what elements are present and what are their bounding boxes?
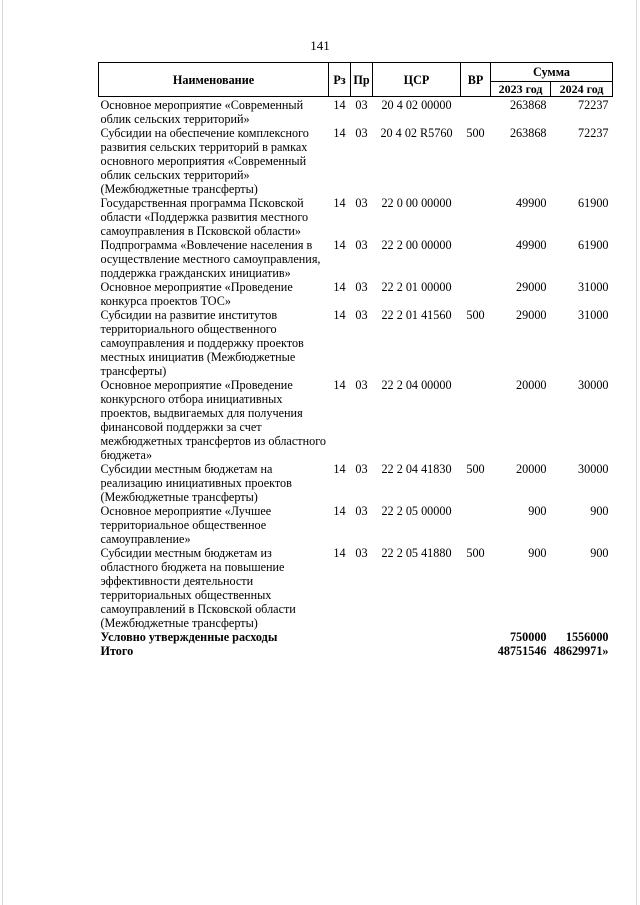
row-2023: 900 — [528, 504, 547, 518]
row-pr: 03 — [355, 280, 368, 294]
total-row-grand — [99, 644, 613, 658]
page-number: 141 — [310, 38, 330, 53]
row-2023: 49900 — [516, 238, 547, 252]
total-2023: 750000 — [509, 630, 547, 644]
row-csr: 22 0 00 00000 — [381, 196, 452, 210]
row-vr: 500 — [466, 462, 485, 476]
row-2023: 49900 — [516, 196, 547, 210]
row-rz: 14 — [333, 126, 346, 140]
row-2024: 72237 — [578, 98, 609, 112]
row-2023: 29000 — [516, 308, 547, 322]
header-sum: Сумма — [491, 63, 613, 82]
row-pr: 03 — [355, 504, 368, 518]
table-row — [99, 462, 613, 504]
table-row — [99, 196, 613, 238]
row-pr: 03 — [355, 378, 368, 392]
table-row — [99, 504, 613, 546]
total-label: Итого — [100, 644, 134, 658]
header-pr: Пр — [351, 63, 373, 97]
row-2024: 30000 — [578, 378, 609, 392]
row-2024: 30000 — [578, 462, 609, 476]
row-vr — [461, 378, 491, 462]
row-pr: 03 — [355, 546, 368, 560]
header-name: Наименование — [99, 63, 329, 97]
row-vr — [461, 97, 491, 127]
row-2023: 263868 — [509, 98, 547, 112]
scan-edge-right — [636, 0, 637, 905]
total-label: Условно утвержденные расходы — [100, 630, 278, 644]
row-2023: 263868 — [509, 126, 547, 140]
budget-table — [98, 62, 613, 658]
row-name: Основное мероприятие «Современный облик сельских территорий» — [100, 98, 304, 126]
row-rz: 14 — [333, 308, 346, 322]
row-pr: 03 — [355, 238, 368, 252]
header-2024: 2024 год — [551, 82, 613, 97]
table-header — [99, 63, 613, 97]
row-name: Государственная программа Псковской области «Поддержка развития местного самоуправления в Псковской области» — [100, 196, 309, 238]
row-2023: 29000 — [516, 280, 547, 294]
table-body — [99, 97, 613, 659]
row-name: Основное мероприятие «Проведение конкурсного отбора инициативных проектов, выдвигаемых для получения финансовой поддержки за счет межбюджетных трансфертов из областного бюджета» — [100, 378, 326, 462]
total-2024: 1556000 — [565, 630, 609, 644]
row-rz: 14 — [333, 462, 346, 476]
row-csr: 20 4 02 00000 — [381, 98, 452, 112]
row-2023: 900 — [528, 546, 547, 560]
row-2024: 900 — [590, 546, 609, 560]
row-2024: 31000 — [578, 308, 609, 322]
row-2024: 72237 — [578, 126, 609, 140]
total-2024: 48629971» — [553, 644, 609, 658]
table-row — [99, 126, 613, 196]
row-csr: 20 4 02 R5760 — [380, 126, 453, 140]
row-2024: 900 — [590, 504, 609, 518]
total-2023: 48751546 — [497, 644, 547, 658]
row-vr — [461, 280, 491, 308]
row-name: Субсидии местным бюджетам на реализацию инициативных проектов (Межбюджетные трансферты) — [100, 462, 292, 504]
row-pr: 03 — [355, 98, 368, 112]
row-rz: 14 — [333, 546, 346, 560]
table-row — [99, 378, 613, 462]
row-name: Основное мероприятие «Проведение конкурса проектов ТОС» — [100, 280, 293, 308]
row-rz: 14 — [333, 378, 346, 392]
row-csr: 22 2 00 00000 — [381, 238, 452, 252]
row-pr: 03 — [355, 196, 368, 210]
row-csr: 22 2 04 00000 — [381, 378, 452, 392]
row-vr — [461, 196, 491, 238]
row-csr: 22 2 01 00000 — [381, 280, 452, 294]
row-rz: 14 — [333, 504, 346, 518]
total-row-conditional — [99, 630, 613, 644]
row-csr: 22 2 01 41560 — [381, 308, 452, 322]
table-row — [99, 238, 613, 280]
table-row — [99, 280, 613, 308]
row-vr: 500 — [466, 308, 485, 322]
row-name: Субсидии местным бюджетам из областного бюджета на повышение эффективности деятельности территориальных общественных самоуправлений в Псковской области (Межбюджетные трансферты) — [100, 546, 296, 630]
row-name: Субсидии на развитие институтов территориального общественного самоуправления и поддержку проектов местных инициатив (Межбюджетные трансферты) — [100, 308, 304, 378]
row-rz: 14 — [333, 238, 346, 252]
scan-edge-left — [2, 0, 3, 905]
header-rz: Рз — [329, 63, 351, 97]
table-row — [99, 546, 613, 630]
row-csr: 22 2 04 41830 — [381, 462, 452, 476]
row-vr: 500 — [466, 546, 485, 560]
row-pr: 03 — [355, 308, 368, 322]
header-csr: ЦСР — [373, 63, 461, 97]
table-row — [99, 97, 613, 127]
row-vr: 500 — [466, 126, 485, 140]
row-csr: 22 2 05 41880 — [381, 546, 452, 560]
row-pr: 03 — [355, 126, 368, 140]
row-vr — [461, 504, 491, 546]
row-2024: 31000 — [578, 280, 609, 294]
row-vr — [461, 238, 491, 280]
header-vr: ВР — [461, 63, 491, 97]
row-rz: 14 — [333, 196, 346, 210]
row-2024: 61900 — [578, 238, 609, 252]
row-rz: 14 — [333, 280, 346, 294]
row-pr: 03 — [355, 462, 368, 476]
row-csr: 22 2 05 00000 — [381, 504, 452, 518]
row-2023: 20000 — [516, 378, 547, 392]
row-rz: 14 — [333, 98, 346, 112]
table-row — [99, 308, 613, 378]
row-2024: 61900 — [578, 196, 609, 210]
row-2023: 20000 — [516, 462, 547, 476]
header-2023: 2023 год — [491, 82, 551, 97]
row-name: Субсидии на обеспечение комплексного развития сельских территорий в рамках основного мероприятия «Современный облик сельских территорий» (Межбюджетные трансферты) — [100, 126, 309, 196]
row-name: Основное мероприятие «Лучшее территориальное общественное самоуправление» — [100, 504, 272, 546]
row-name: Подпрограмма «Вовлечение населения в осуществление местного самоуправления, поддержка гражданских инициатив» — [100, 238, 321, 280]
